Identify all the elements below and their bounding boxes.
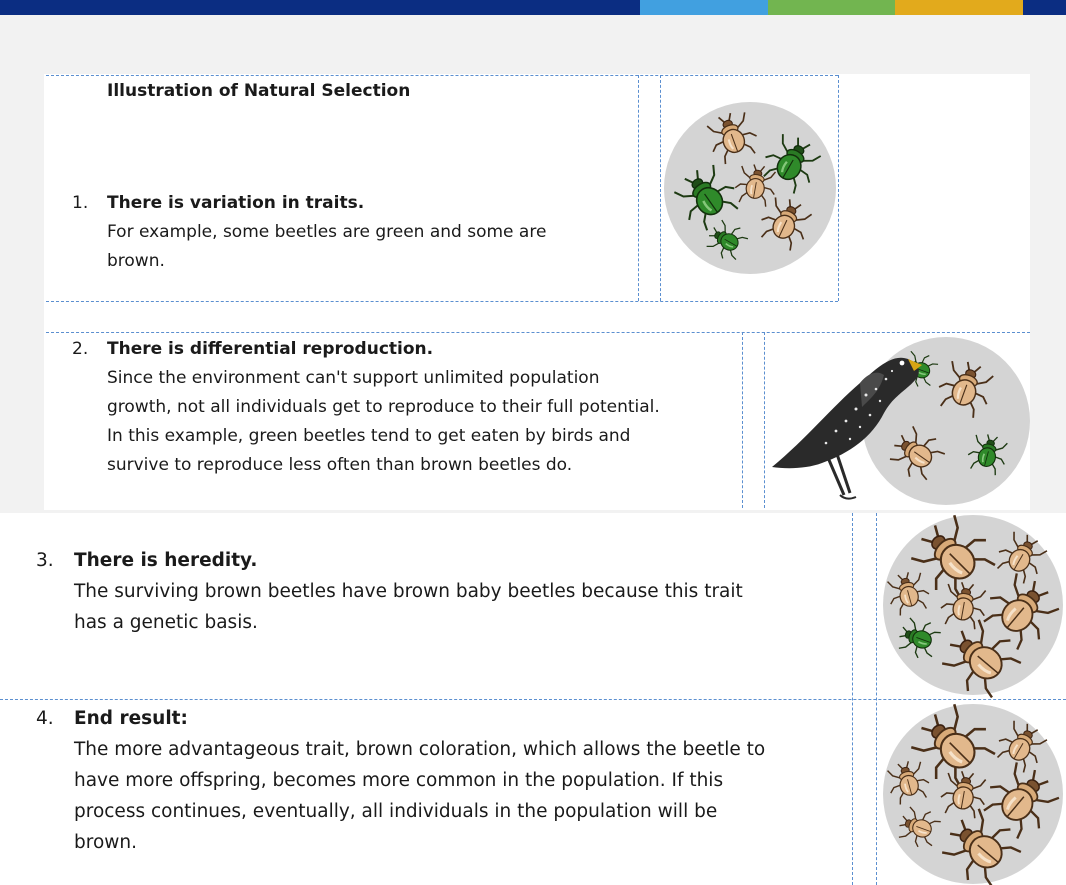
item-line: survive to reproduce less often than brown beetles do. bbox=[107, 455, 573, 475]
item-line: has a genetic basis. bbox=[74, 612, 258, 633]
top-bar-green bbox=[768, 0, 895, 15]
item-line: The surviving brown beetles have brown baby beetles because this trait bbox=[74, 581, 743, 602]
item-line: have more offspring, becomes more common in the population. If this bbox=[74, 770, 724, 791]
table-border bbox=[742, 332, 743, 508]
top-bar-navy-end bbox=[1023, 0, 1066, 15]
table-border bbox=[838, 75, 839, 301]
item-number: 2. bbox=[72, 339, 89, 359]
item-heading: There is variation in traits. bbox=[107, 193, 365, 213]
table-border bbox=[46, 332, 1030, 333]
table-border bbox=[46, 301, 838, 302]
item-line: growth, not all individuals get to reproduce to their full potential. bbox=[107, 397, 660, 417]
table-border bbox=[0, 699, 1066, 700]
item-line: process continues, eventually, all individuals in the population will be bbox=[74, 801, 718, 822]
item-heading: There is differential reproduction. bbox=[107, 339, 434, 359]
item-line: brown. bbox=[74, 832, 137, 853]
table-border bbox=[660, 75, 661, 301]
beetle-population-mixed-image bbox=[664, 102, 836, 274]
top-bar-navy bbox=[0, 0, 640, 15]
item-line: Since the environment can't support unlimited population bbox=[107, 368, 600, 388]
page-title: Illustration of Natural Selection bbox=[107, 81, 411, 101]
item-line: The more advantageous trait, brown coloration, which allows the beetle to bbox=[74, 739, 766, 760]
item-heading: End result: bbox=[74, 708, 188, 729]
item-number: 1. bbox=[72, 193, 89, 213]
top-bar-blue bbox=[640, 0, 768, 15]
top-bar-gold bbox=[895, 0, 1023, 15]
item-line: In this example, green beetles tend to get eaten by birds and bbox=[107, 426, 631, 446]
table-border bbox=[46, 75, 838, 76]
table-border bbox=[638, 75, 639, 301]
top-color-bar bbox=[0, 0, 1066, 15]
item-number: 3. bbox=[36, 550, 54, 571]
table-border bbox=[764, 332, 765, 508]
item-line: brown. bbox=[107, 251, 165, 271]
item-heading: There is heredity. bbox=[74, 550, 258, 571]
item-line: For example, some beetles are green and some are bbox=[107, 222, 547, 242]
bird-predation-image bbox=[766, 335, 1030, 507]
beetle-population-heredity-image bbox=[882, 514, 1064, 696]
beetle-population-result-image bbox=[882, 703, 1064, 885]
item-number: 4. bbox=[36, 708, 54, 729]
